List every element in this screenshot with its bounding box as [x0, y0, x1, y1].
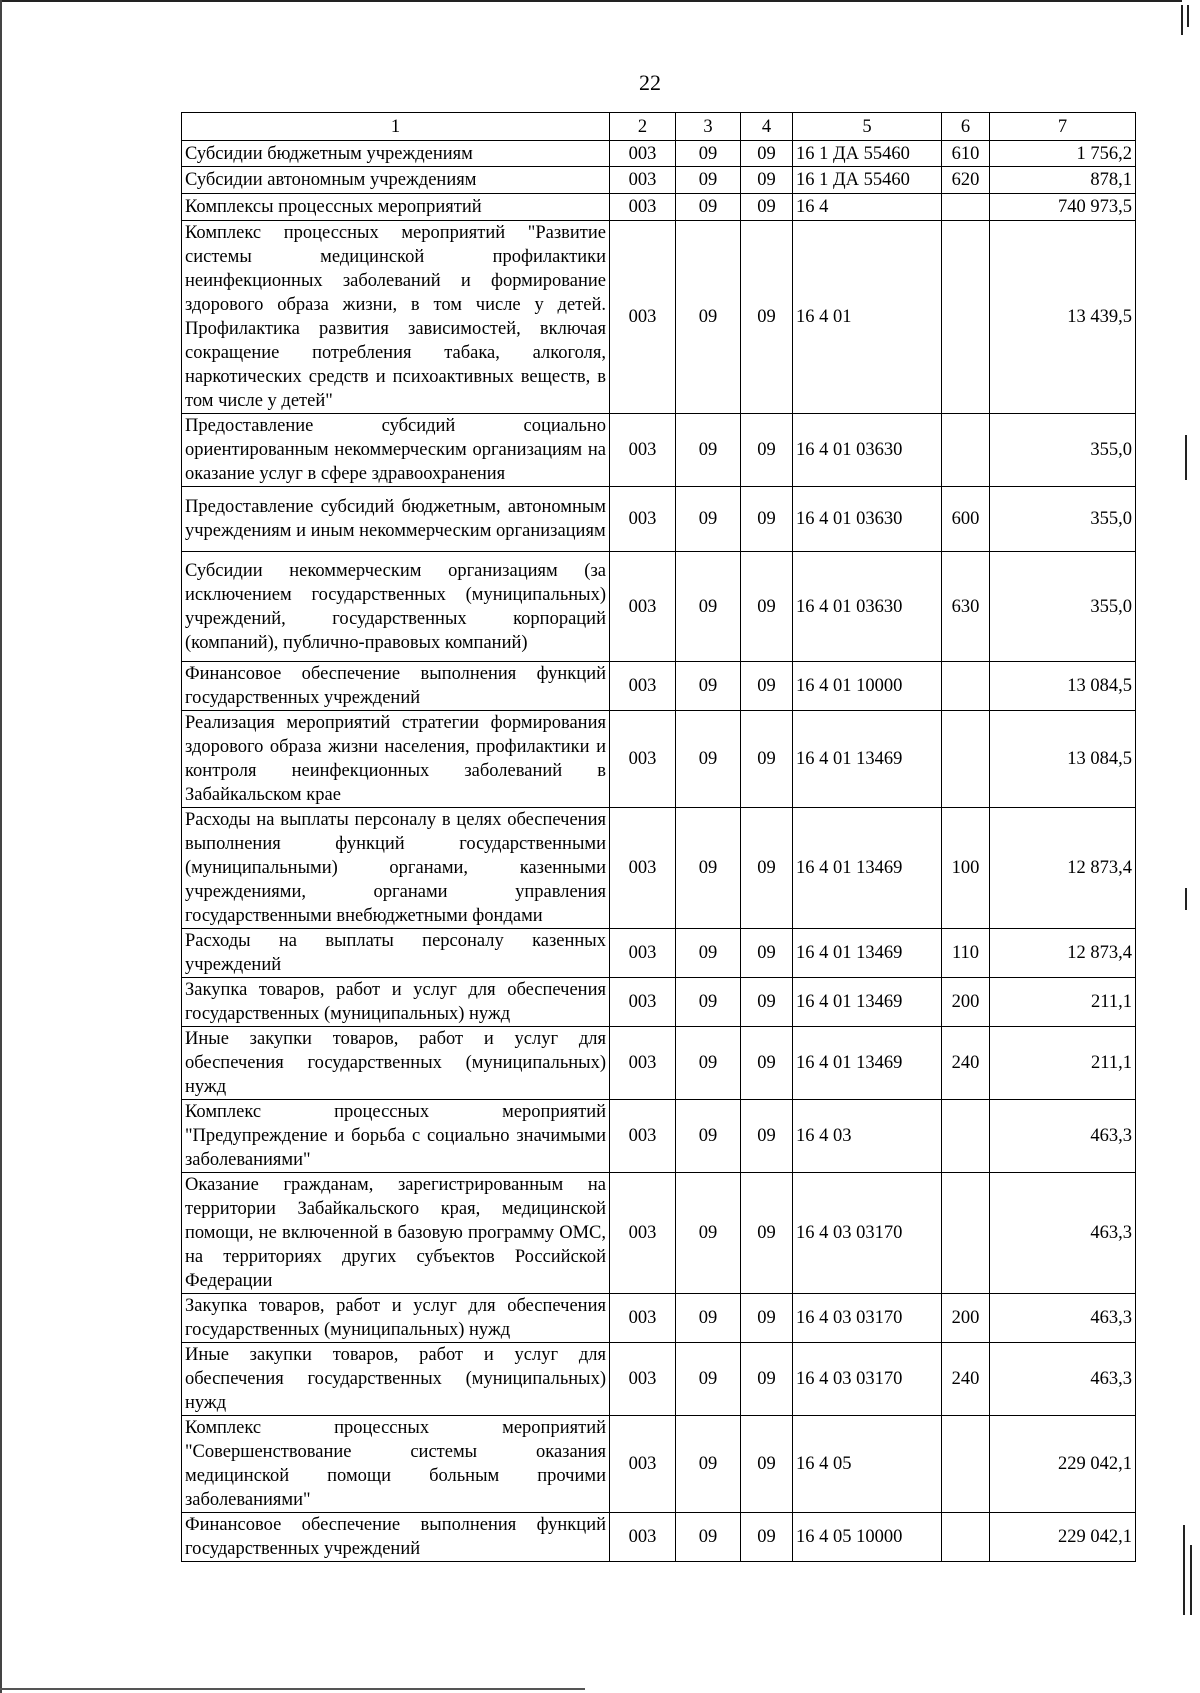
row-amount: 740 973,5	[990, 194, 1136, 221]
row-name: Предоставление субсидий бюджетным, автономным учреждениям и иным некоммерческим организациям	[182, 487, 610, 552]
row-target-code: 16 4 01 13469	[793, 978, 942, 1027]
row-expense-type: 240	[942, 1027, 990, 1100]
row-name: Субсидии автономным учреждениям	[182, 167, 610, 194]
table-row	[182, 1513, 1136, 1562]
table-row	[182, 711, 1136, 808]
row-subsection-code: 09	[741, 711, 793, 808]
table-row	[182, 1027, 1136, 1100]
row-admin-code: 003	[610, 1294, 676, 1343]
row-section-code: 09	[676, 711, 741, 808]
row-expense-type	[942, 1173, 990, 1294]
column-header: 7	[990, 113, 1136, 141]
row-expense-type	[942, 414, 990, 487]
column-header: 3	[676, 113, 741, 141]
row-section-code: 09	[676, 141, 741, 167]
row-name: Комплекс процессных мероприятий "Предупреждение и борьба с социально значимыми заболеваниями"	[182, 1100, 610, 1173]
row-name: Закупка товаров, работ и услуг для обеспечения государственных (муниципальных) нужд	[182, 1294, 610, 1343]
row-section-code: 09	[676, 1100, 741, 1173]
row-amount: 211,1	[990, 978, 1136, 1027]
row-subsection-code: 09	[741, 414, 793, 487]
row-subsection-code: 09	[741, 194, 793, 221]
row-expense-type: 600	[942, 487, 990, 552]
row-admin-code: 003	[610, 414, 676, 487]
row-name: Комплекс процессных мероприятий "Развитие системы медицинской профилактики неинфекционных заболеваний и формирование здорового образа жизни, в том числе у детей. Профилактика развития зависимостей, включая сокращение потребления табака, алкоголя, наркотических средств и психоактивных веществ, в том числе у детей"	[182, 221, 610, 414]
row-subsection-code: 09	[741, 221, 793, 414]
row-subsection-code: 09	[741, 1294, 793, 1343]
row-admin-code: 003	[610, 1513, 676, 1562]
row-expense-type: 200	[942, 978, 990, 1027]
row-admin-code: 003	[610, 167, 676, 194]
row-target-code: 16 4 03	[793, 1100, 942, 1173]
row-expense-type	[942, 1513, 990, 1562]
row-amount: 463,3	[990, 1100, 1136, 1173]
row-target-code: 16 4 03 03170	[793, 1343, 942, 1416]
row-expense-type: 610	[942, 141, 990, 167]
row-admin-code: 003	[610, 1416, 676, 1513]
scan-edge-bottom	[0, 1688, 585, 1690]
row-expense-type	[942, 194, 990, 221]
row-target-code: 16 4 05	[793, 1416, 942, 1513]
row-target-code: 16 1 ДА 55460	[793, 141, 942, 167]
row-admin-code: 003	[610, 1100, 676, 1173]
header-row	[182, 113, 1136, 141]
table-row	[182, 221, 1136, 414]
row-admin-code: 003	[610, 978, 676, 1027]
table-row	[182, 808, 1136, 929]
row-section-code: 09	[676, 978, 741, 1027]
scan-speck	[1187, 5, 1189, 27]
row-subsection-code: 09	[741, 167, 793, 194]
row-target-code: 16 4 01 13469	[793, 808, 942, 929]
column-header: 5	[793, 113, 942, 141]
row-name: Иные закупки товаров, работ и услуг для обеспечения государственных (муниципальных) нужд	[182, 1027, 610, 1100]
row-expense-type: 240	[942, 1343, 990, 1416]
row-name: Субсидии бюджетным учреждениям	[182, 141, 610, 167]
row-subsection-code: 09	[741, 1173, 793, 1294]
row-admin-code: 003	[610, 929, 676, 978]
row-expense-type	[942, 711, 990, 808]
row-subsection-code: 09	[741, 1100, 793, 1173]
row-section-code: 09	[676, 929, 741, 978]
row-name: Финансовое обеспечение выполнения функций государственных учреждений	[182, 1513, 610, 1562]
row-admin-code: 003	[610, 1343, 676, 1416]
row-name: Предоставление субсидий социально ориентированным некоммерческим организациям на оказание услуг в сфере здравоохранения	[182, 414, 610, 487]
row-section-code: 09	[676, 808, 741, 929]
row-admin-code: 003	[610, 552, 676, 662]
row-name: Оказание гражданам, зарегистрированным на территории Забайкальского края, медицинской помощи, не включенной в базовую программу ОМС, на территориях других субъектов Российской Федерации	[182, 1173, 610, 1294]
row-amount: 355,0	[990, 487, 1136, 552]
scan-speck	[1185, 888, 1187, 910]
row-amount: 12 873,4	[990, 808, 1136, 929]
row-admin-code: 003	[610, 194, 676, 221]
row-amount: 229 042,1	[990, 1513, 1136, 1562]
row-admin-code: 003	[610, 662, 676, 711]
page-number: 22	[639, 70, 661, 95]
row-section-code: 09	[676, 221, 741, 414]
row-name: Закупка товаров, работ и услуг для обеспечения государственных (муниципальных) нужд	[182, 978, 610, 1027]
table-body	[182, 141, 1136, 1562]
row-amount: 229 042,1	[990, 1416, 1136, 1513]
row-admin-code: 003	[610, 711, 676, 808]
row-subsection-code: 09	[741, 487, 793, 552]
row-name: Комплекс процессных мероприятий "Совершенствование системы оказания медицинской помощи больным прочими заболеваниями"	[182, 1416, 610, 1513]
row-target-code: 16 4 01	[793, 221, 942, 414]
row-section-code: 09	[676, 1294, 741, 1343]
row-name: Финансовое обеспечение выполнения функций государственных учреждений	[182, 662, 610, 711]
row-name: Субсидии некоммерческим организациям (за исключением государственных (муниципальных) учреждений, государственных корпораций (компаний), публично-правовых компаний)	[182, 552, 610, 662]
row-amount: 463,3	[990, 1343, 1136, 1416]
table-row	[182, 929, 1136, 978]
table-row	[182, 662, 1136, 711]
table-row	[182, 978, 1136, 1027]
row-target-code: 16 4 01 13469	[793, 711, 942, 808]
row-section-code: 09	[676, 414, 741, 487]
row-subsection-code: 09	[741, 662, 793, 711]
table-row	[182, 414, 1136, 487]
row-subsection-code: 09	[741, 1416, 793, 1513]
row-admin-code: 003	[610, 1173, 676, 1294]
row-target-code: 16 4 01 13469	[793, 929, 942, 978]
row-target-code: 16 4 01 03630	[793, 552, 942, 662]
row-name: Комплексы процессных мероприятий	[182, 194, 610, 221]
row-target-code: 16 4 01 03630	[793, 487, 942, 552]
row-target-code: 16 4 01 03630	[793, 414, 942, 487]
row-target-code: 16 4 01 13469	[793, 1027, 942, 1100]
row-target-code: 16 4	[793, 194, 942, 221]
row-expense-type	[942, 1416, 990, 1513]
row-name: Расходы на выплаты персоналу в целях обеспечения выполнения функций государственными (муниципальными) органами, казенными учреждениями, органами управления государственными внебюджетными фондами	[182, 808, 610, 929]
row-target-code: 16 4 03 03170	[793, 1294, 942, 1343]
row-subsection-code: 09	[741, 552, 793, 662]
table-row	[182, 167, 1136, 194]
row-admin-code: 003	[610, 1027, 676, 1100]
row-section-code: 09	[676, 167, 741, 194]
row-amount: 211,1	[990, 1027, 1136, 1100]
row-section-code: 09	[676, 1343, 741, 1416]
row-section-code: 09	[676, 1416, 741, 1513]
row-target-code: 16 4 05 10000	[793, 1513, 942, 1562]
row-expense-type: 100	[942, 808, 990, 929]
table-row	[182, 487, 1136, 552]
row-amount: 13 084,5	[990, 662, 1136, 711]
row-amount: 13 084,5	[990, 711, 1136, 808]
row-amount: 1 756,2	[990, 141, 1136, 167]
row-subsection-code: 09	[741, 1343, 793, 1416]
table-row	[182, 1343, 1136, 1416]
row-amount: 463,3	[990, 1173, 1136, 1294]
row-subsection-code: 09	[741, 1513, 793, 1562]
column-header: 6	[942, 113, 990, 141]
budget-table	[181, 112, 1136, 1562]
row-section-code: 09	[676, 1513, 741, 1562]
row-expense-type: 620	[942, 167, 990, 194]
row-expense-type	[942, 221, 990, 414]
row-amount: 355,0	[990, 414, 1136, 487]
row-section-code: 09	[676, 1027, 741, 1100]
row-section-code: 09	[676, 552, 741, 662]
row-subsection-code: 09	[741, 978, 793, 1027]
row-expense-type: 110	[942, 929, 990, 978]
row-amount: 878,1	[990, 167, 1136, 194]
row-section-code: 09	[676, 194, 741, 221]
row-name: Расходы на выплаты персоналу казенных учреждений	[182, 929, 610, 978]
row-expense-type: 200	[942, 1294, 990, 1343]
row-section-code: 09	[676, 1173, 741, 1294]
scan-edge-top	[0, 0, 1182, 2]
row-amount: 355,0	[990, 552, 1136, 662]
row-name: Реализация мероприятий стратегии формирования здорового образа жизни населения, профилактики и контроля неинфекционных заболеваний в Забайкальском крае	[182, 711, 610, 808]
table-row	[182, 1416, 1136, 1513]
row-admin-code: 003	[610, 221, 676, 414]
row-expense-type	[942, 1100, 990, 1173]
row-target-code: 16 1 ДА 55460	[793, 167, 942, 194]
scan-speck	[1190, 1545, 1192, 1615]
row-amount: 13 439,5	[990, 221, 1136, 414]
scan-speck	[1185, 435, 1187, 480]
scan-speck	[1181, 5, 1183, 35]
column-header: 4	[741, 113, 793, 141]
row-target-code: 16 4 01 10000	[793, 662, 942, 711]
table-row	[182, 1173, 1136, 1294]
table-row	[182, 552, 1136, 662]
row-section-code: 09	[676, 487, 741, 552]
scan-speck	[1183, 1525, 1185, 1615]
row-admin-code: 003	[610, 487, 676, 552]
scan-edge-left	[0, 0, 2, 1693]
row-subsection-code: 09	[741, 808, 793, 929]
column-header: 1	[182, 113, 610, 141]
table-row	[182, 1100, 1136, 1173]
row-subsection-code: 09	[741, 141, 793, 167]
row-section-code: 09	[676, 662, 741, 711]
row-amount: 12 873,4	[990, 929, 1136, 978]
table-row	[182, 141, 1136, 167]
table-row	[182, 1294, 1136, 1343]
table-row	[182, 194, 1136, 221]
row-target-code: 16 4 03 03170	[793, 1173, 942, 1294]
row-expense-type	[942, 662, 990, 711]
row-subsection-code: 09	[741, 929, 793, 978]
row-subsection-code: 09	[741, 1027, 793, 1100]
row-admin-code: 003	[610, 141, 676, 167]
row-amount: 463,3	[990, 1294, 1136, 1343]
row-admin-code: 003	[610, 808, 676, 929]
row-name: Иные закупки товаров, работ и услуг для обеспечения государственных (муниципальных) нужд	[182, 1343, 610, 1416]
column-header: 2	[610, 113, 676, 141]
row-expense-type: 630	[942, 552, 990, 662]
